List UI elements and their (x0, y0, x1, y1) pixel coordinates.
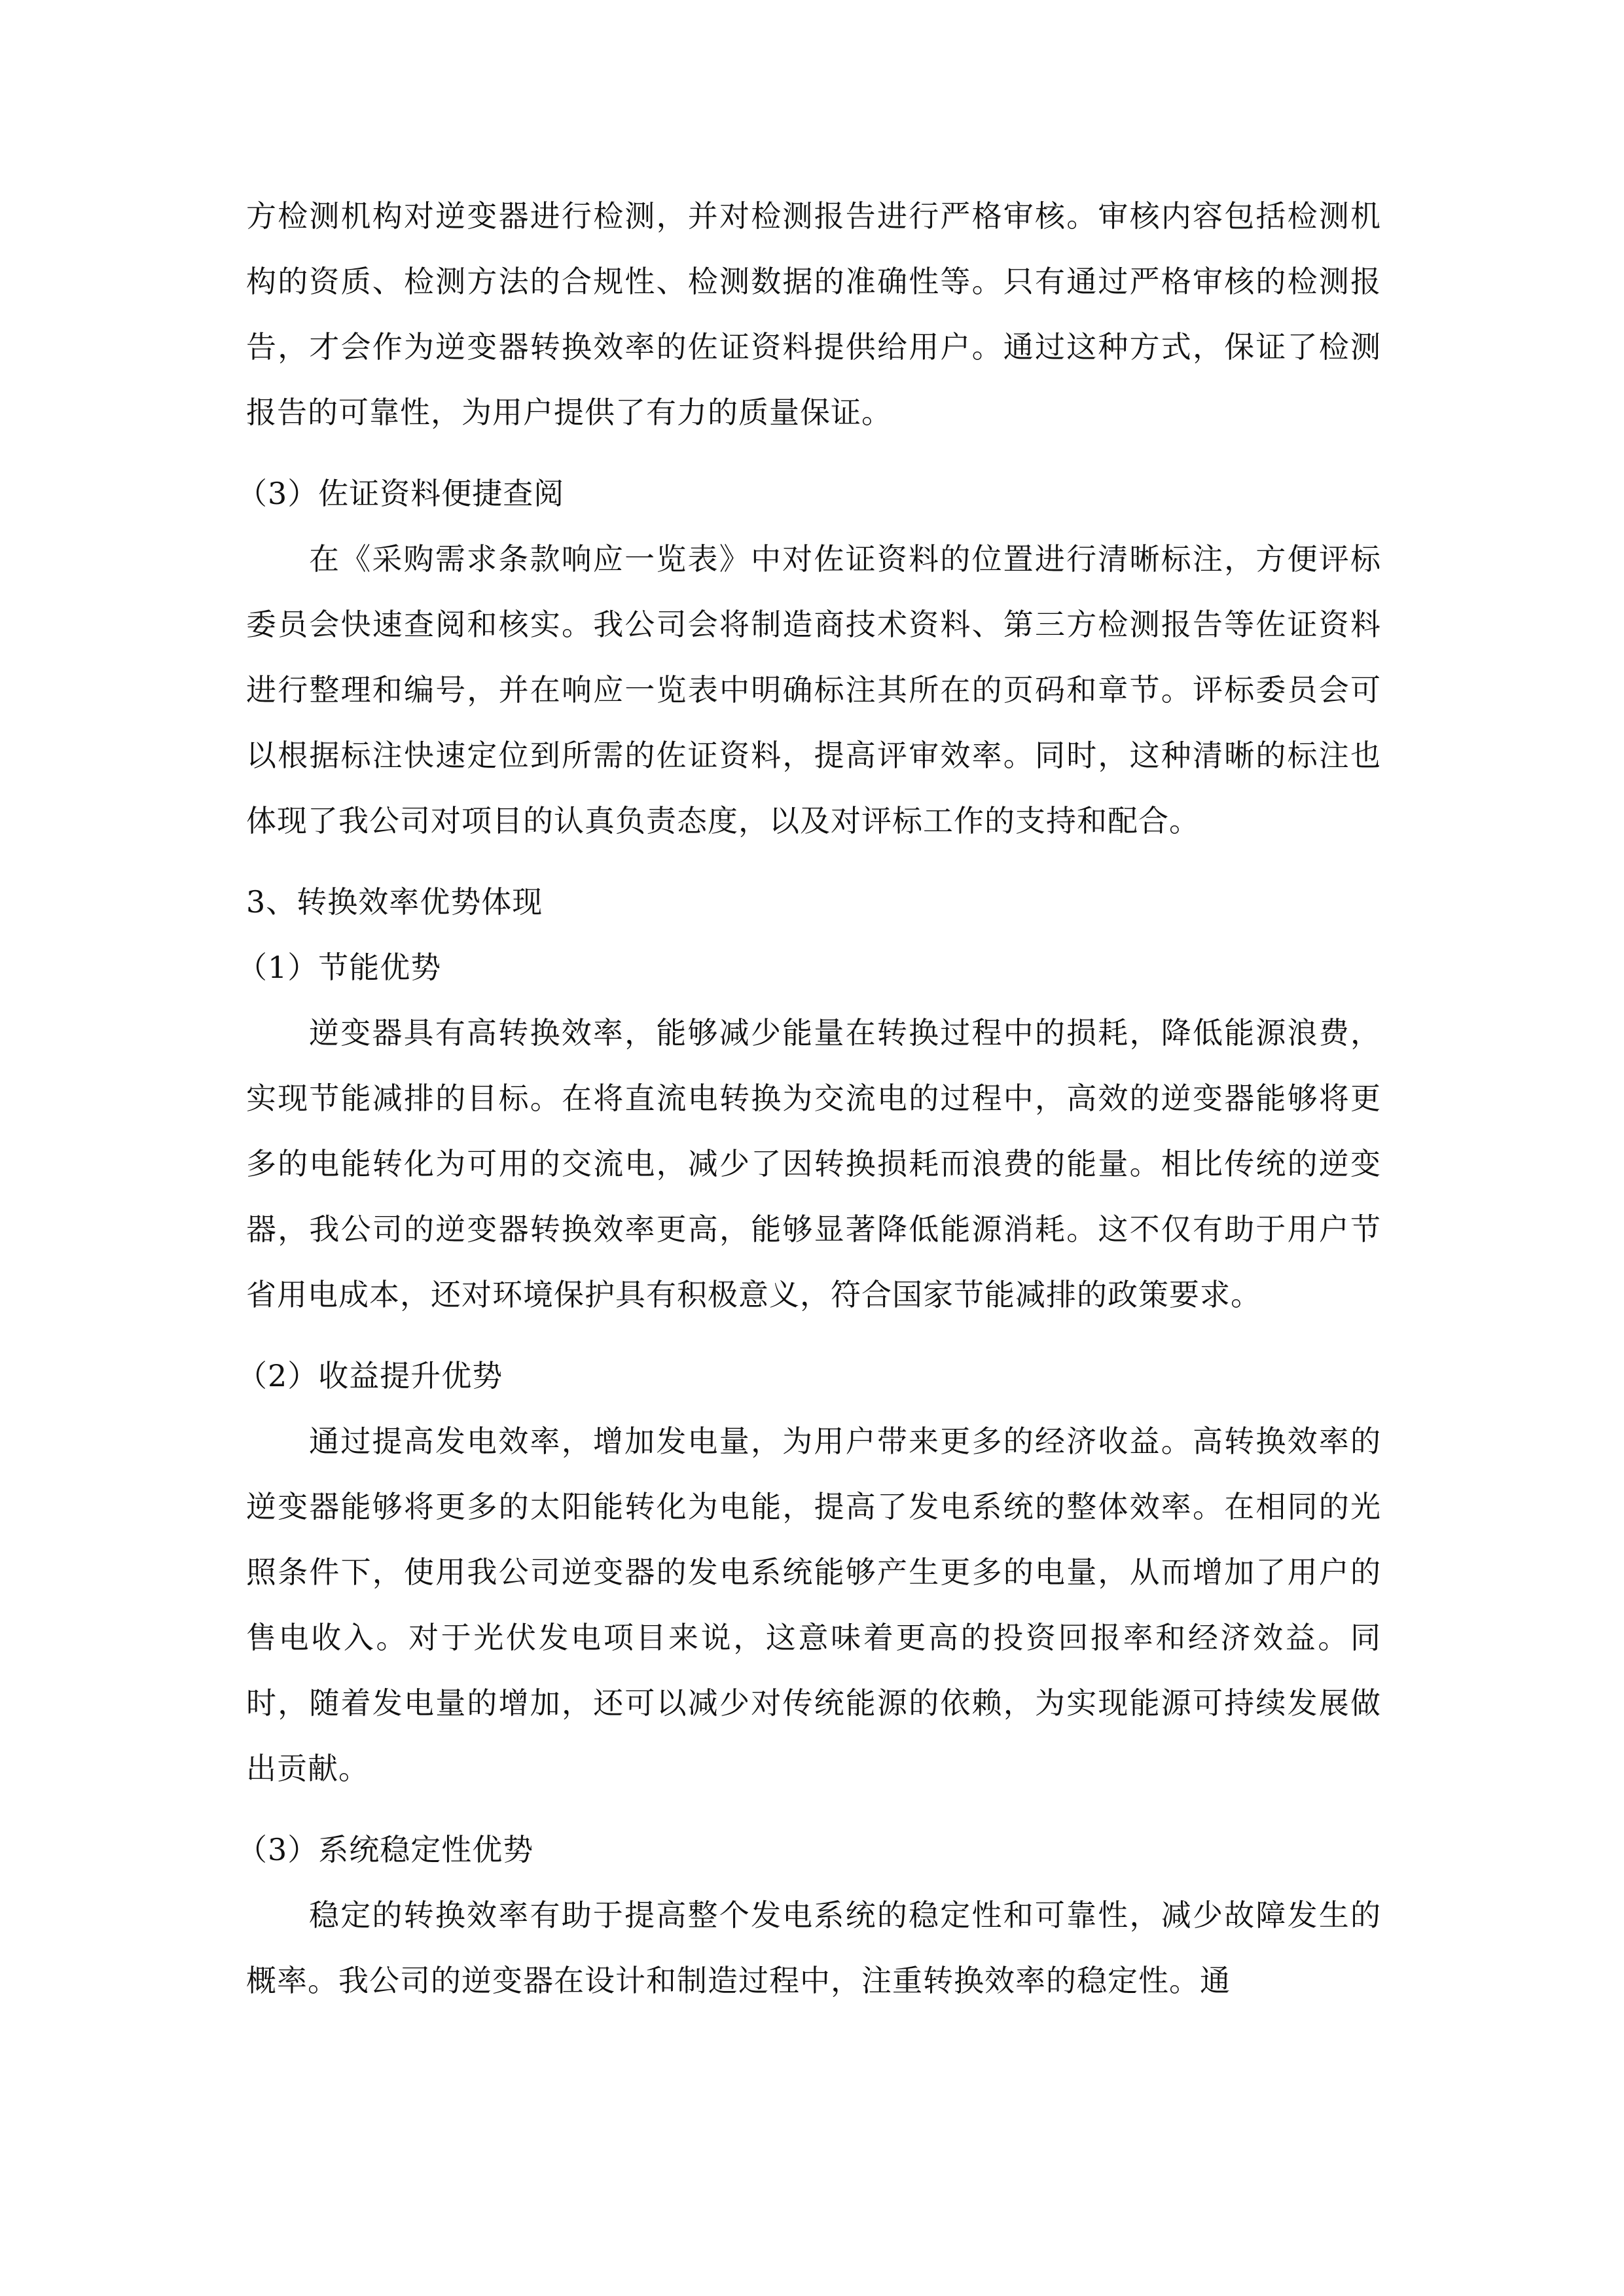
paragraph-revenue-increase: 通过提高发电效率，增加发电量，为用户带来更多的经济收益。高转换效率的逆变器能够将更多的太阳能转化为电能，提高了发电系统的整体效率。在相同的光照条件下，使用我公司逆变器的发电系统能够产生更多的电量，从而增加了用户的售电收入。对于光伏发电项目来说，这意味着更高的投资回报率和经济效益。同时，随着发电量的增加，还可以减少对传统能源的依赖，为实现能源可持续发展做出贡献。 (246, 1424, 1381, 1786)
paragraph-evidence-lookup: 在《采购需求条款响应一览表》中对佐证资料的位置进行清晰标注，方便评标委员会快速查阅和核实。我公司会将制造商技术资料、第三方检测报告等佐证资料进行整理和编号，并在响应一览表中明确标注其所在的页码和章节。评标委员会可以根据标注快速定位到所需的佐证资料，提高评审效率。同时，这种清晰的标注也体现了我公司对项目的认真负责态度，以及对评标工作的支持和配合。 (246, 541, 1381, 838)
subheading-system-stability: （3）系统稳定性优势 (237, 1832, 534, 1867)
subheading-revenue-increase: （2）收益提升优势 (237, 1358, 503, 1393)
subheading-energy-saving: （1）节能优势 (237, 950, 442, 985)
document-body (237, 183, 1381, 2013)
paragraph-system-stability: 稳定的转换效率有助于提高整个发电系统的稳定性和可靠性，减少故障发生的概率。我公司的逆变器在设计和制造过程中，注重转换效率的稳定性。通 (246, 1897, 1381, 1998)
section-heading-efficiency-advantages: 3、转换效率优势体现 (246, 884, 543, 920)
subheading-evidence-lookup: （3）佐证资料便捷查阅 (237, 476, 565, 511)
paragraph-inspection-report: 方检测机构对逆变器进行检测，并对检测报告进行严格审核。审核内容包括检测机构的资质、检测方法的合规性、检测数据的准确性等。只有通过严格审核的检测报告，才会作为逆变器转换效率的佐证资料提供给用户。通过这种方式，保证了检测报告的可靠性，为用户提供了有力的质量保证。 (246, 198, 1381, 430)
paragraph-energy-saving: 逆变器具有高转换效率，能够减少能量在转换过程中的损耗，降低能源浪费，实现节能减排的目标。在将直流电转换为交流电的过程中，高效的逆变器能够将更多的电能转化为可用的交流电，减少了因转换损耗而浪费的能量。相比传统的逆变器，我公司的逆变器转换效率更高，能够显著降低能源消耗。这不仅有助于用户节省用电成本，还对环境保护具有积极意义，符合国家节能减排的政策要求。 (246, 1015, 1381, 1312)
